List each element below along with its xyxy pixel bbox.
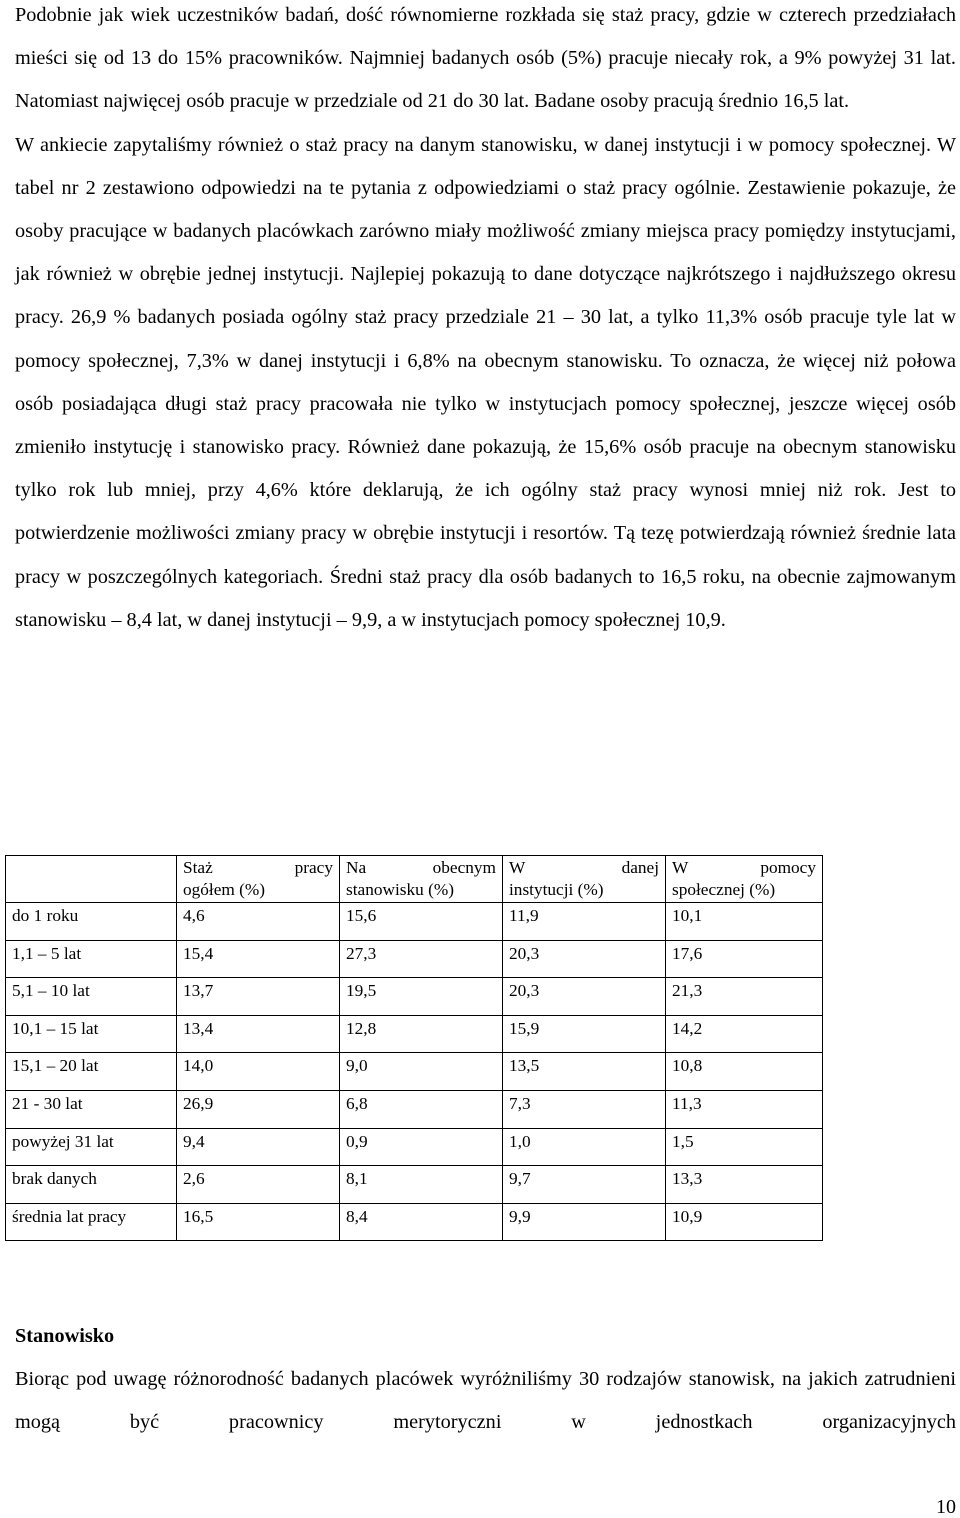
- paragraph: Podobnie jak wiek uczestników badań, dość równomierne rozkłada się staż pracy, gdzie w czterech przedziałach mieści się od 13 do 15% pracowników. Najmniej badanych osób (5%) pracuje niecały rok, a 9% powyżej 31 lat. Natomiast najwięcej osób pracuje w przedziale od 21 do 30 lat. Badane osoby pracują średnio 16,5 lat.: [15, 4, 956, 113]
- table-cell: 10,8: [666, 1053, 823, 1091]
- table-cell: 8,1: [340, 1166, 503, 1204]
- table-cell: 11,9: [503, 903, 666, 941]
- table-cell: 21,3: [666, 978, 823, 1016]
- table-cell: 1,0: [503, 1128, 666, 1166]
- table-cell: 20,3: [503, 940, 666, 978]
- table-cell: 16,5: [177, 1203, 340, 1241]
- document-body: [15, 0, 956, 642]
- table-cell: do 1 roku: [6, 903, 177, 941]
- page-number: 10: [936, 1496, 956, 1518]
- table-cell: 8,4: [340, 1203, 503, 1241]
- table-cell: 5,1 – 10 lat: [6, 978, 177, 1016]
- table-row: [6, 1203, 823, 1241]
- table-cell: 1,1 – 5 lat: [6, 940, 177, 978]
- table-cell: 6,8: [340, 1090, 503, 1128]
- table-cell: 9,4: [177, 1128, 340, 1166]
- table-cell: 13,4: [177, 1015, 340, 1053]
- table-row: [6, 940, 823, 978]
- table-cell: średnia lat pracy: [6, 1203, 177, 1241]
- table-cell: 10,1: [666, 903, 823, 941]
- table-cell: 10,1 – 15 lat: [6, 1015, 177, 1053]
- table-header-cell: [6, 856, 177, 903]
- table-cell: 15,6: [340, 903, 503, 941]
- table-row: [6, 903, 823, 941]
- table-cell: 13,3: [666, 1166, 823, 1204]
- table-header-cell: Staż pracy ogółem (%): [177, 856, 340, 903]
- section-heading: Stanowisko: [15, 1325, 115, 1347]
- table-cell: 15,1 – 20 lat: [6, 1053, 177, 1091]
- table-cell: 21 - 30 lat: [6, 1090, 177, 1128]
- table-cell: 12,8: [340, 1015, 503, 1053]
- table-cell: 27,3: [340, 940, 503, 978]
- table-cell: 9,7: [503, 1166, 666, 1204]
- table-cell: 26,9: [177, 1090, 340, 1128]
- table-row: [6, 1053, 823, 1091]
- table-row: [6, 1128, 823, 1166]
- table-cell: 10,9: [666, 1203, 823, 1241]
- table-cell: 4,6: [177, 903, 340, 941]
- table-cell: 15,9: [503, 1015, 666, 1053]
- paragraph: W ankiecie zapytaliśmy również o staż pracy na danym stanowisku, w danej instytucji i w pomocy społecznej. W tabel nr 2 zestawiono odpowiedzi na te pytania z odpowiedziami o staż pracy ogólnie. Zestawienie pokazuje, że osoby pracujące w badanych placówkach zarówno miały możliwość zmiany miejsca pracy pomiędzy instytucjami, jak również w obrębie jednej instytucji. Najlepiej pokazują to dane dotyczące najkrótszego i najdłuższego okresu pracy. 26,9 % badanych posiada ogólny staż pracy przedziale 21 – 30 lat, a tylko 11,3% osób pracuje tyle lat w pomocy społecznej, 7,3% w danej instytucji i 6,8% na obecnym stanowisku. To oznacza, że więcej niż połowa osób posiadająca długi staż pracy pracowała nie tylko w instytucjach pomocy społecznej, jeszcze więcej osób zmieniło instytucję i stanowisko pracy. Również dane pokazują, że 15,6% osób pracuje na obecnym stanowisku tylko rok lub mniej, przy 4,6% które deklarują, że ich ogólny staż pracy wynosi mniej niż rok. Jest to potwierdzenie możliwości zmiany pracy w obrębie instytucji i resortów. Tą tezę potwierdzają również średnie lata pracy w poszczególnych kategoriach. Średni staż pracy dla osób badanych to 16,5 roku, na obecnie zajmowanym stanowisku – 8,4 lat, w danej instytucji – 9,9, a w instytucjach pomocy społecznej 10,9.: [15, 133, 956, 631]
- table-row: [6, 1166, 823, 1204]
- table-cell: 17,6: [666, 940, 823, 978]
- table-cell: 1,5: [666, 1128, 823, 1166]
- table-cell: brak danych: [6, 1166, 177, 1204]
- table-cell: 15,4: [177, 940, 340, 978]
- table-header-cell: W danej instytucji (%): [503, 856, 666, 903]
- section-paragraph: Biorąc pod uwagę różnorodność badanych placówek wyróżniliśmy 30 rodzajów stanowisk, na jakich zatrudnieni mogą być pracownicy merytoryczni w jednostkach organizacyjnych: [15, 1368, 956, 1434]
- table-cell: 13,5: [503, 1053, 666, 1091]
- table-row: [6, 1090, 823, 1128]
- work-experience-table: [5, 855, 823, 1241]
- table-cell: 11,3: [666, 1090, 823, 1128]
- table-header-row: [6, 856, 823, 903]
- table-cell: 9,9: [503, 1203, 666, 1241]
- table-cell: 14,0: [177, 1053, 340, 1091]
- table-header-cell: Na obecnym stanowisku (%): [340, 856, 503, 903]
- table-row: [6, 978, 823, 1016]
- table-cell: 2,6: [177, 1166, 340, 1204]
- table-cell: 0,9: [340, 1128, 503, 1166]
- table-row: [6, 1015, 823, 1053]
- table-cell: 20,3: [503, 978, 666, 1016]
- table-cell: 19,5: [340, 978, 503, 1016]
- table-cell: 9,0: [340, 1053, 503, 1091]
- table-cell: 13,7: [177, 978, 340, 1016]
- table-cell: powyżej 31 lat: [6, 1128, 177, 1166]
- table-cell: 14,2: [666, 1015, 823, 1053]
- table-cell: 7,3: [503, 1090, 666, 1128]
- table-header-cell: W pomocy społecznej (%): [666, 856, 823, 903]
